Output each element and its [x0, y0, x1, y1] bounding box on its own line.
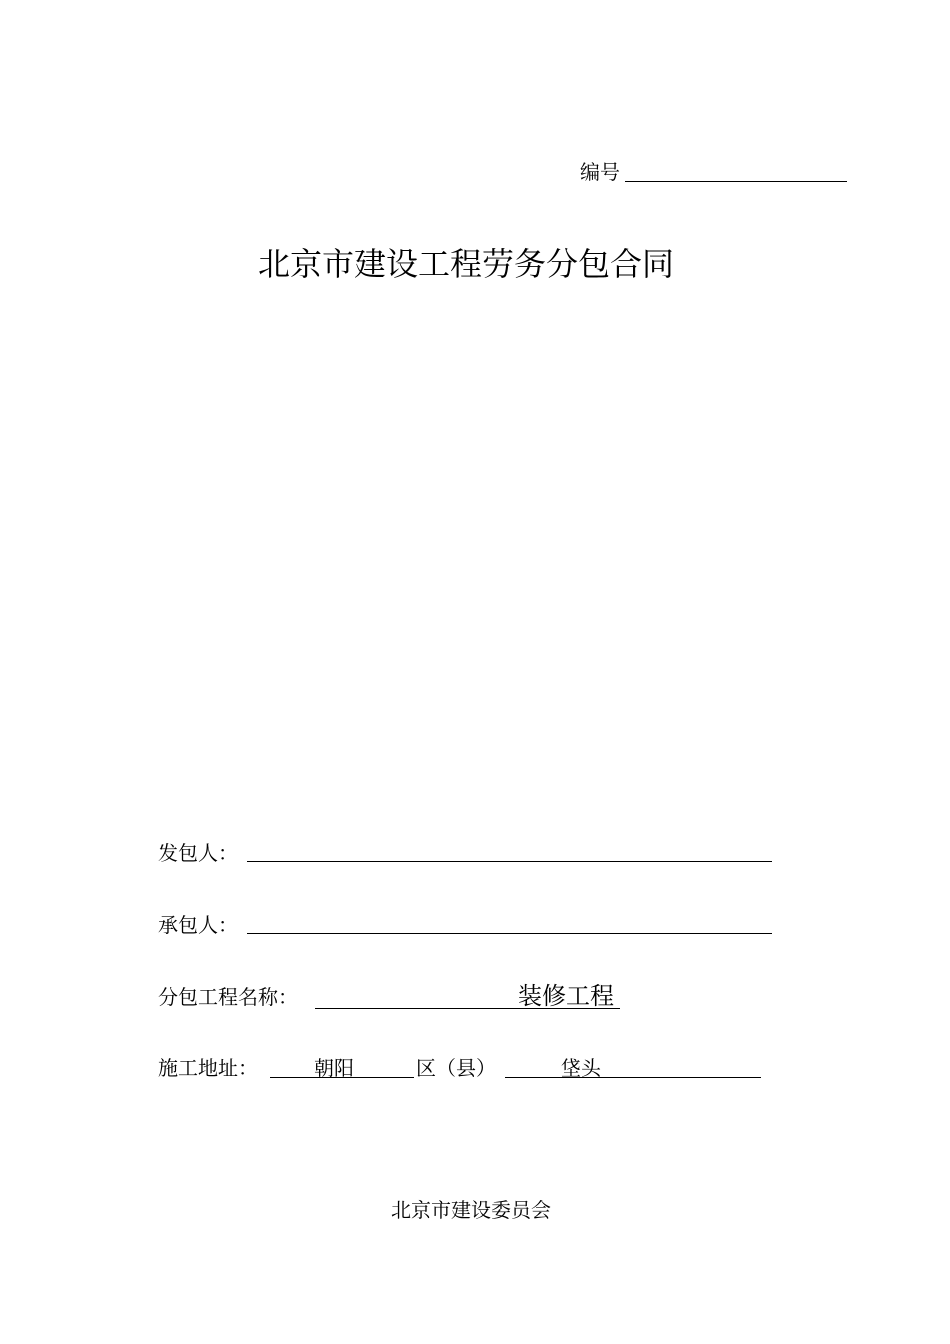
employer-label: 发包人：: [158, 841, 238, 865]
address-place-blank: [505, 1077, 761, 1078]
address-district-blank: [270, 1077, 414, 1078]
serial-blank: [625, 181, 847, 182]
serial-label: 编号: [580, 160, 620, 184]
contractor-label: 承包人：: [158, 913, 238, 937]
project-name-label: 分包工程名称：: [158, 985, 298, 1009]
address-place-value: 垡头: [561, 1056, 601, 1080]
address-district-suffix: 区（县）: [416, 1056, 496, 1080]
project-name-value: 装修工程: [518, 982, 614, 1010]
document-title: 北京市建设工程劳务分包合同: [258, 245, 675, 283]
address-label: 施工地址：: [158, 1056, 258, 1080]
project-name-blank: [315, 1008, 620, 1009]
employer-blank: [247, 861, 772, 862]
contractor-blank: [247, 933, 772, 934]
address-district-value: 朝阳: [314, 1056, 354, 1080]
issuer: 北京市建设委员会: [391, 1198, 551, 1222]
